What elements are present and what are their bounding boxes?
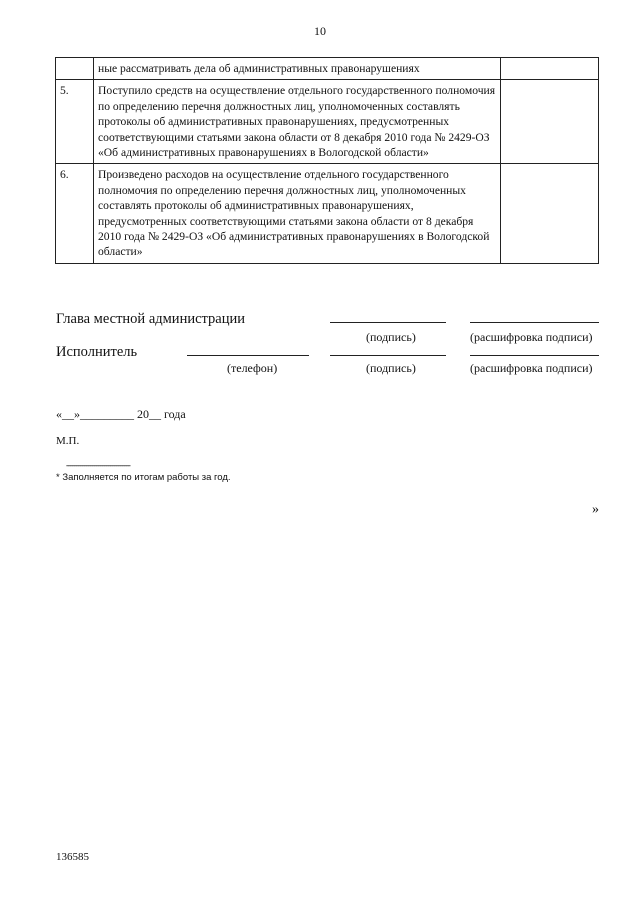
head-decode-line: [470, 322, 599, 323]
table-row: [56, 80, 599, 164]
closing-quote: »: [592, 502, 599, 517]
report-table: [55, 57, 599, 264]
table-row: [56, 164, 599, 263]
executor-signature-caption: (подпись): [366, 361, 416, 375]
row-value: [501, 58, 599, 80]
row-number: 5.: [56, 80, 94, 164]
executor-phone-caption: (телефон): [227, 361, 278, 375]
head-signature-caption: (подпись): [366, 330, 416, 344]
row-number: 6.: [56, 164, 94, 263]
row-text: ные рассматривать дела об административных правонарушениях: [94, 58, 501, 80]
row-text: Произведено расходов на осуществление отдельного государственного полномочия по определению перечня должностных лиц, уполномоченных составлять протоколы об административных правонарушениях, предусмотренных соответствующими статьями закона области от 8 декабря 2010 года № 2429-ОЗ «Об административных правонарушениях в Вологодской области»: [94, 164, 501, 263]
row-value: [501, 80, 599, 164]
date-line: «__»_________ 20__ года: [56, 407, 186, 421]
head-decode-caption: (расшифровка подписи): [470, 330, 593, 344]
row-value: [501, 164, 599, 263]
footnote: * Заполняется по итогам работы за год.: [56, 472, 231, 483]
executor-decode-line: [470, 355, 599, 356]
executor-signature-line: [330, 355, 446, 356]
executor-label: Исполнитель: [56, 344, 138, 360]
page-number: 10: [314, 24, 326, 38]
stamp-label: М.П.: [56, 435, 80, 447]
executor-decode-caption: (расшифровка подписи): [470, 361, 593, 375]
row-number: [56, 58, 94, 80]
head-label: Глава местной администрации: [56, 311, 246, 327]
head-signature-line: [330, 322, 446, 323]
footnote-rule: --------------------------------: [66, 460, 130, 470]
row-text: Поступило средств на осуществление отдельного государственного полномочия по определению перечня должностных лиц, уполномоченных составлять протоколы об административных правонарушениях, предусмотренных соответствующими статьями закона области от 8 декабря 2010 года № 2429-ОЗ «Об административных правонарушениях в Вологодской области»: [94, 80, 501, 164]
table-row: [56, 58, 599, 80]
document-code: 136585: [56, 851, 89, 863]
executor-phone-line: [187, 355, 309, 356]
